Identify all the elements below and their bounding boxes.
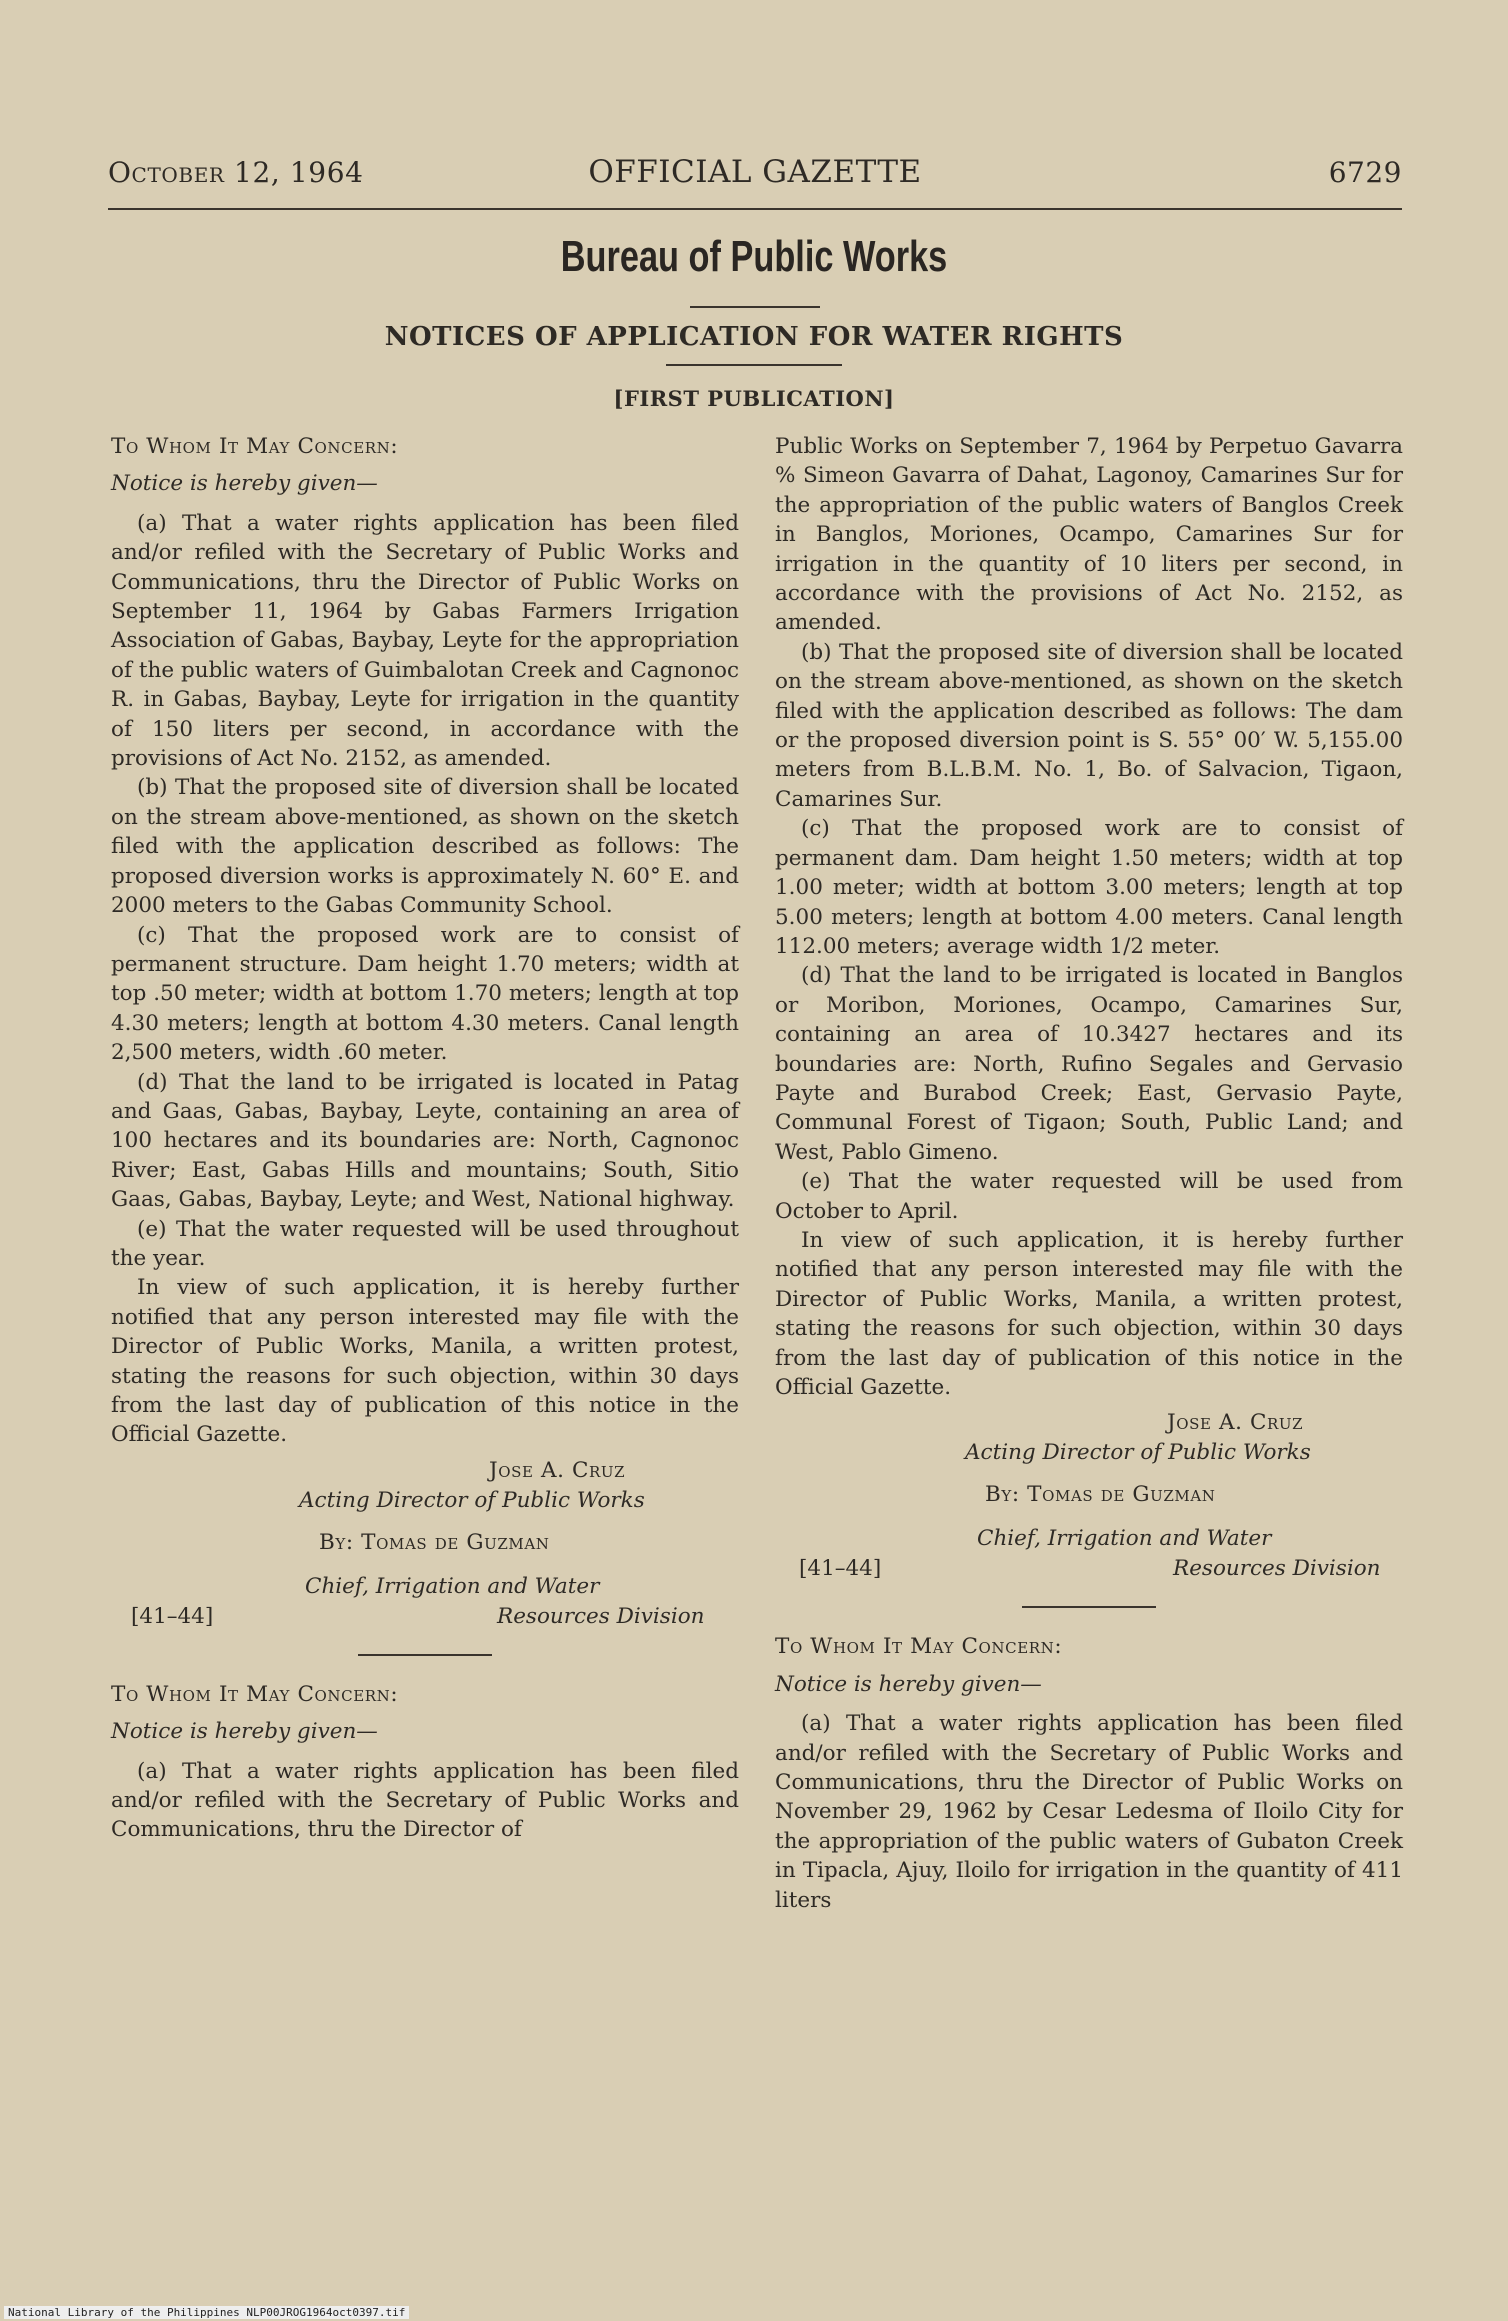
notice-given: Notice is hereby given— (111, 471, 378, 497)
protest-paragraph: In view of such application, it is hereby further notified that any person interested may file with the Director of Public Works, Manila, a written protest, stating the reasons for such objection, within 30 days from the last day of publication of this notice in the Official Gazette. (775, 1227, 1403, 1400)
paragraph-e: (e) That the water requested will be used throughout the year. (111, 1216, 739, 1271)
salutation: To Whom It May Concern: (111, 434, 399, 459)
paragraph-a: (a) That a water rights application has been filed and/or refiled with the Secretary of Public Works and Communications, thru the Director of Public Works on November 29, 1962 by Cesar Ledesma of Iloilo City for the appropriation of the public waters of Gubaton Creek in Tipacla, Ajuy, Iloilo for irrigation in the quantity of 411 liters (775, 1711, 1403, 1913)
paragraph-d: (d) That the land to be irrigated is located in Banglos or Moribon, Moriones, Ocampo, Camarines Sur, containing an area of 10.3427 hectares and its boundaries are: North, Rufino Segales and Gervasio Payte and Burabod Creek; East, Gervasio Payte, Communal Forest of Tigaon; South, Public Land; and West, Pablo Gimeno. (775, 963, 1403, 1165)
protest-paragraph: In view of such application, it is hereby further notified that any person interested may file with the Director of Public Works, Manila, a written protest, stating the reasons for such objection, within 30 days from the last day of publication of this notice in the Official Gazette. (111, 1275, 739, 1448)
signatory-division: Resources Division (497, 1603, 705, 1629)
left-column (111, 432, 739, 1845)
paragraph-a: (a) That a water rights application has been filed and/or refiled with the Secretary of Public Works and Communications, thru the Director of Public Works on September 11, 1964 by Gabas Farmers Irrigation Association of Gabas, Baybay, Leyte for the appropriation of the public waters of Guimbalotan Creek and Cagnonoc R. in Gabas, Baybay, Leyte for irrigation in the quantity of 150 liters per second, in accordance with the provisions of Act No. 2152, as amended. (111, 510, 739, 772)
signatory-title: Acting Director of Public Works (299, 1487, 645, 1513)
signatory-name: Jose A. Cruz (489, 1457, 626, 1483)
reference-number: [41–44] (799, 1556, 882, 1582)
paragraph-a: (a) That a water rights application has been filed and/or refiled with the Secretary of Public Works and Communications, thru the Director of (111, 1758, 739, 1843)
notice-given: Notice is hereby given— (111, 1719, 378, 1745)
signatory-by: By: Tomas de Guzman (319, 1529, 550, 1555)
signature-block (775, 1402, 1403, 1584)
title-rule (690, 306, 820, 308)
reference-number: [41–44] (131, 1603, 214, 1629)
paragraph-c: (c) That the proposed work are to consist of permanent dam. Dam height 1.50 meters; width at top 1.00 meter; width at bottom 3.00 meters; length at top 5.00 meters; length at bottom 4.00 meters. Canal length 112.00 meters; average width 1/2 meter. (775, 816, 1403, 959)
header-date: October 12, 1964 (108, 156, 364, 189)
signatory-division: Resources Division (1173, 1556, 1381, 1582)
notice-separator (1022, 1606, 1156, 1608)
header-publication: OFFICIAL GAZETTE (588, 154, 922, 190)
section-title: NOTICES OF APPLICATION FOR WATER RIGHTS (384, 322, 1124, 352)
salutation: To Whom It May Concern: (775, 1634, 1063, 1660)
signatory-chief: Chief, Irrigation and Water (977, 1526, 1272, 1552)
paragraph-d: (d) That the land to be irrigated is located in Patag and Gaas, Gabas, Baybay, Leyte, containing an area of 100 hectares and its boundaries are: North, Cagnonoc River; East, Gabas Hills and mountains; South, Sitio Gaas, Gabas, Baybay, Leyte; and West, National highway. (111, 1069, 739, 1213)
right-column (775, 432, 1403, 1915)
salutation: To Whom It May Concern: (111, 1681, 399, 1707)
paragraph-a-continued: Public Works on September 7, 1964 by Perpetuo Gavarra % Simeon Gavarra of Dahat, Lagonoy, Camarines Sur for the appropriation of the public waters of Banglos Creek in Banglos, Moriones, Ocampo, Camarines Sur for irrigation in the quantity of 10 liters per second, in accordance with the provisions of Act No. 2152, as amended. (775, 434, 1403, 636)
signatory-name: Jose A. Cruz (1167, 1410, 1304, 1436)
paragraph-e: (e) That the water requested will be used from October to April. (775, 1169, 1403, 1224)
paragraph-b: (b) That the proposed site of diversion shall be located on the stream above-mentioned, as shown on the sketch filed with the application described as follows: The dam or the proposed diversion point is S. 55° 00′ W. 5,155.00 meters from B.L.B.M. No. 1, Bo. of Salvacion, Tigaon, Camarines Sur. (775, 639, 1403, 812)
notice-given: Notice is hereby given— (775, 1671, 1042, 1697)
signature-block (111, 1450, 739, 1632)
paragraph-b: (b) That the proposed site of diversion shall be located on the stream above-mentioned, as shown on the sketch filed with the application described as follows: The proposed diversion works is approximately N. 60° E. and 2000 meters to the Gabas Community School. (111, 775, 739, 919)
notice-separator (358, 1654, 492, 1656)
page-header (108, 150, 1402, 200)
signatory-title: Acting Director of Public Works (965, 1440, 1311, 1466)
bureau-title: Bureau of Public Works (560, 232, 948, 281)
scan-footer: National Library of the Philippines NLP00JROG1964oct0397.tif (4, 2306, 409, 2319)
header-rule (108, 208, 1402, 210)
header-page-number: 6729 (1328, 156, 1402, 189)
signatory-chief: Chief, Irrigation and Water (305, 1573, 600, 1599)
publication-note: [FIRST PUBLICATION] (613, 386, 895, 411)
section-rule (666, 364, 842, 366)
paragraph-c: (c) That the proposed work are to consist of permanent structure. Dam height 1.70 meters; width at top .50 meter; width at bottom 1.70 meters; length at top 4.30 meters; length at bottom 4.30 meters. Canal length 2,500 meters, width .60 meter. (111, 922, 739, 1066)
signatory-by: By: Tomas de Guzman (985, 1482, 1216, 1508)
